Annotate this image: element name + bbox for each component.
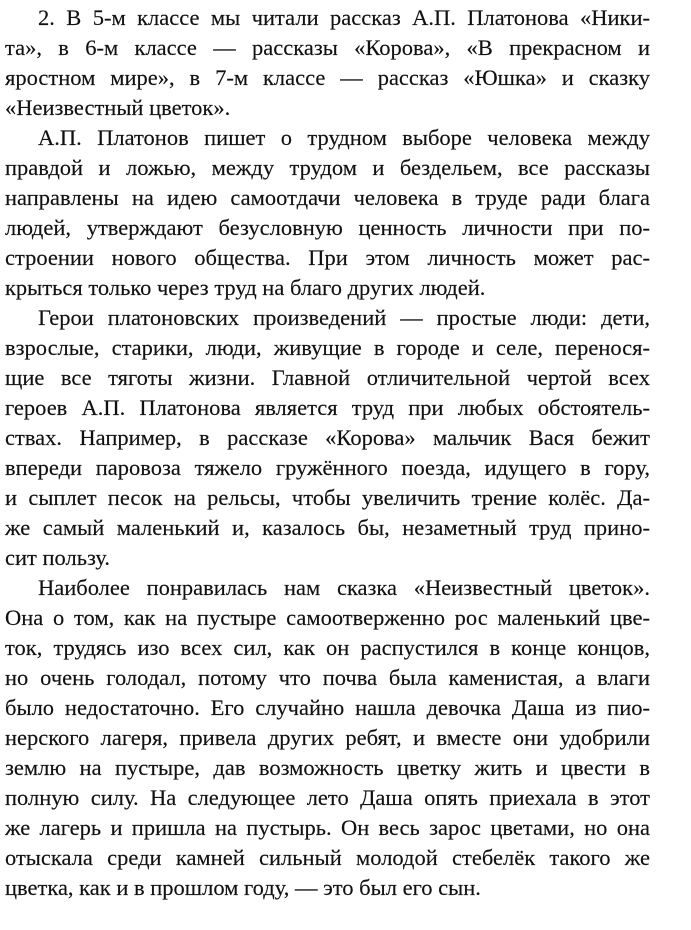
paragraph-4-line-8: полную силу. На следующее лето Даша опять приехала в этот (5, 785, 650, 810)
paragraph-2-line-6: крыться только через труд на благо других людей. (5, 275, 486, 300)
paragraph-4-line-10: отыскала среди камней сильный молодой стебелёк такого же (5, 845, 650, 870)
paragraph-1-line-1: 2. В 5-м классе мы читали рассказ А.П. Платонова «Ники- (38, 5, 650, 30)
paragraph-3-line-5: ствах. Например, в рассказе «Корова» мальчик Вася бежит (5, 425, 650, 450)
paragraph-3-line-2: взрослые, старики, люди, живущие в городе и селе, перенося- (5, 335, 650, 360)
paragraph-4-line-5: было недостаточно. Его случайно нашла девочка Даша из пио- (5, 695, 650, 720)
paragraph-2-line-3: направлены на идею самоотдачи человека в труде ради блага (5, 185, 650, 210)
paragraph-2-line-2: правдой и ложью, между трудом и бездельем, все рассказы (5, 155, 650, 180)
paragraph-4-line-9: же лагерь и пришла на пустырь. Он весь зарос цветами, но она (5, 815, 650, 840)
paragraph-1-line-3: яростном мире», в 7-м классе — рассказ «Юшка» и сказку (5, 65, 650, 90)
paragraph-4-line-7: землю на пустыре, дав возможность цветку жить и цвести в (5, 755, 650, 780)
paragraph-4-line-4: но очень голодал, потому что почва была каменистая, а влаги (5, 665, 650, 690)
paragraph-4-line-3: ток, трудясь изо всех сил, как он распустился в конце концов, (5, 635, 650, 660)
paragraph-2-line-5: строении нового общества. При этом личность может рас- (5, 245, 650, 270)
paragraph-1-line-2: та», в 6-м классе — рассказы «Корова», «В прекрасном и (5, 35, 650, 60)
paragraph-4-line-1: Наиболее понравилась нам сказка «Неизвестный цветок». (38, 575, 650, 600)
paragraph-3-line-6: впереди паровоза тяжело гружённого поезда, идущего в гору, (5, 455, 650, 480)
paragraph-3-line-9: сит пользу. (5, 545, 111, 570)
paragraph-4-line-6: нерского лагеря, привела других ребят, и вместе они удобрили (5, 725, 650, 750)
paragraph-3-line-8: же самый маленький и, казалось бы, незаметный труд прино- (5, 515, 650, 540)
paragraph-2-line-4: людей, утверждают безусловную ценность личности при по- (5, 215, 650, 240)
paragraph-4-line-2: Она о том, как на пустыре самоотверженно рос маленький цве- (5, 605, 650, 630)
paragraph-1-line-4: «Неизвестный цветок». (5, 95, 231, 120)
paragraph-2-line-1: А.П. Платонов пишет о трудном выборе человека между (38, 125, 650, 150)
paragraph-4-line-11: цветка, как и в прошлом году, — это был его сын. (5, 875, 481, 900)
paragraph-3-line-1: Герои платоновских произведений — простые люди: дети, (38, 305, 650, 330)
paragraph-3-line-7: и сыплет песок на рельсы, чтобы увеличить трение колёс. Да- (5, 485, 650, 510)
paragraph-3-line-3: щие все тяготы жизни. Главной отличительной чертой всех (5, 365, 650, 390)
paragraph-3-line-4: героев А.П. Платонова является труд при любых обстоятель- (5, 395, 650, 420)
